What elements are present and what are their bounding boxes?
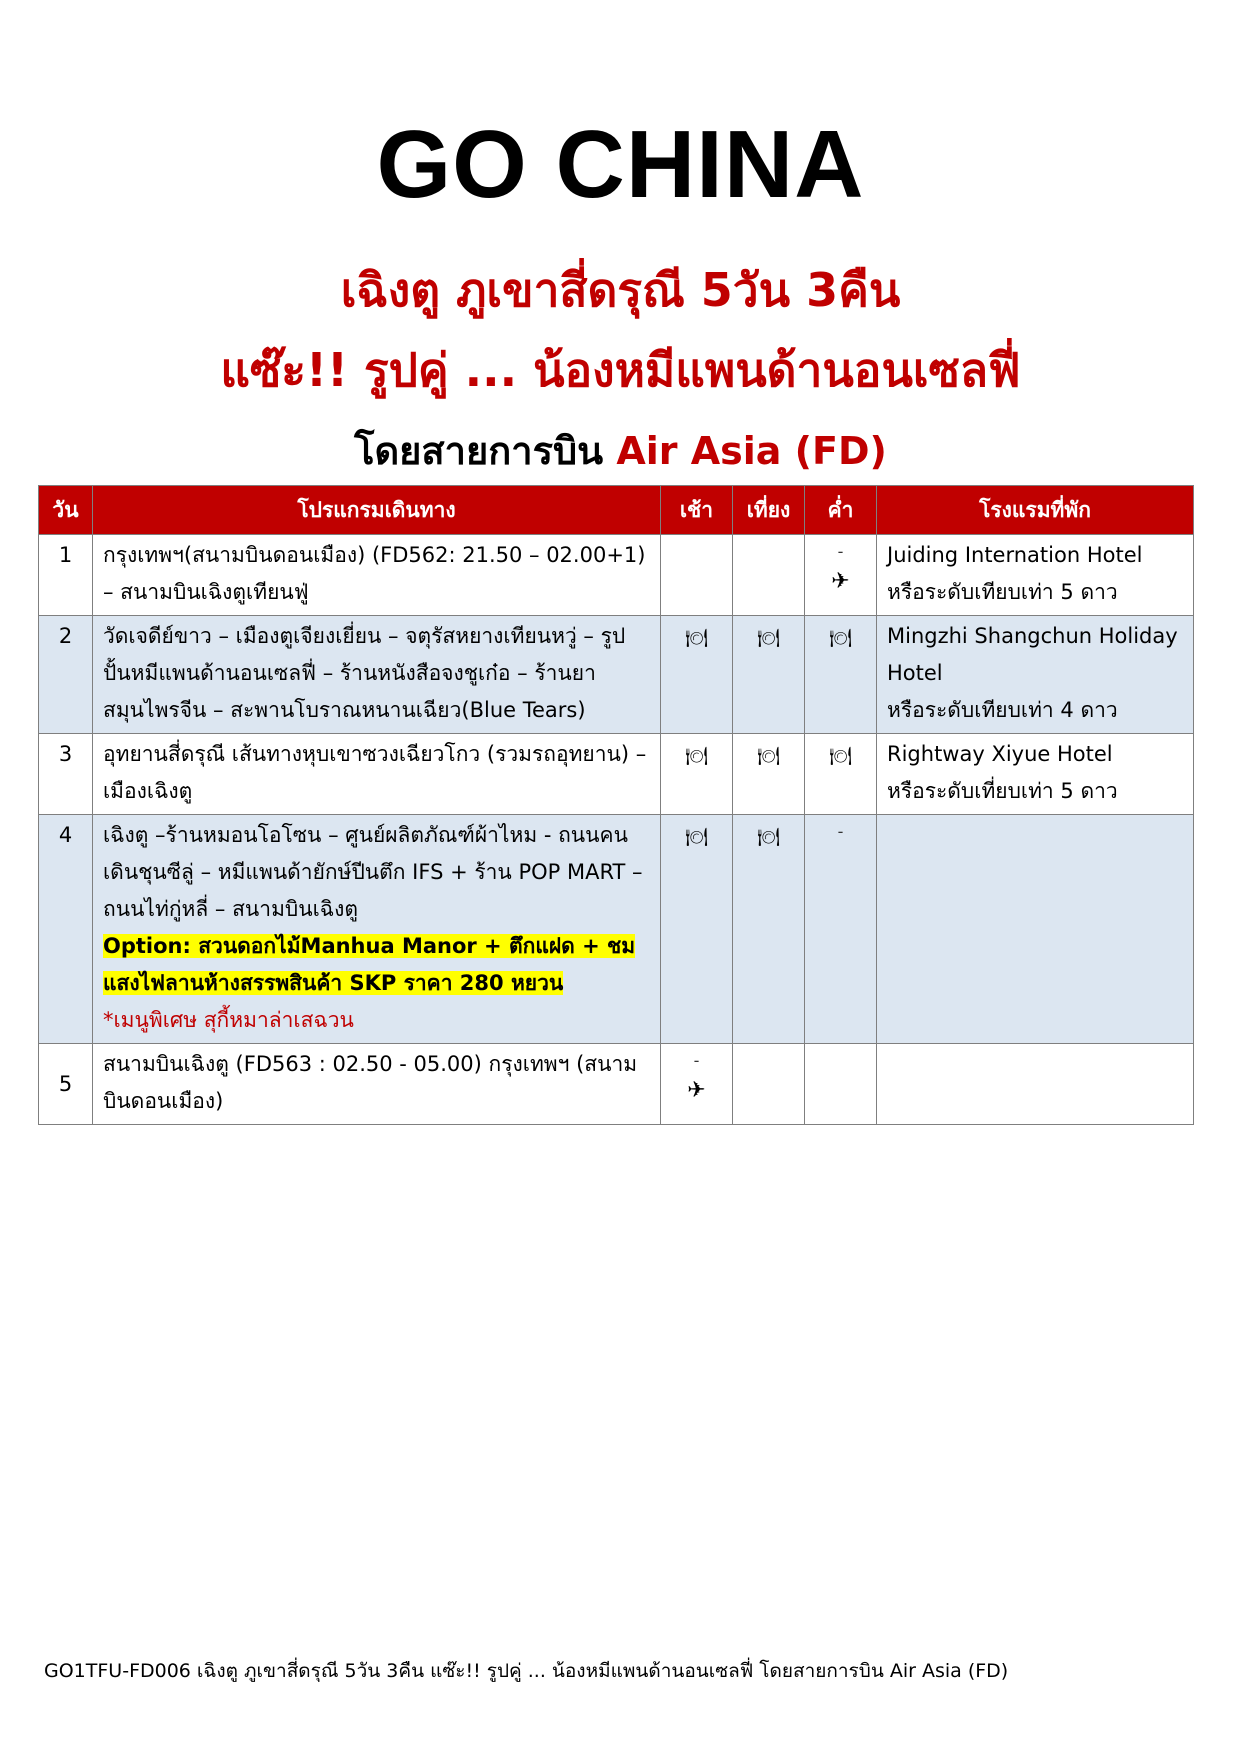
breakfast-dash: -	[693, 1051, 700, 1070]
hotel-cell	[877, 734, 1194, 815]
day-number: 5	[39, 1044, 93, 1125]
header-breakfast: เช้า	[661, 486, 733, 535]
header-dinner: ค่ำ	[805, 486, 877, 535]
option-text	[103, 928, 650, 1002]
option-line-1: Option: สวนดอกไม้Manhua Manor + ตึกแฝด + ชม	[103, 934, 636, 958]
dinner-dash: -	[837, 542, 844, 561]
meal-icon: 🍽	[733, 815, 805, 1044]
page-footer: GO1TFU-FD006 เฉิงตู ภูเขาสี่ดรุณี 5วัน 3คืน แซ๊ะ!! รูปคู่ ... น้องหมีแพนด้านอนเซลฟี่ โดยสายการบิน Air Asia (FD)	[44, 1660, 1009, 1682]
airline-line	[0, 424, 1241, 478]
program-text: กรุงเทพฯ(สนามบินดอนเมือง) (FD562: 21.50 – 02.00+1) – สนามบินเฉิงตูเทียนฟู่	[93, 535, 661, 616]
airline-name: Air Asia (FD)	[616, 429, 887, 473]
special-menu-note: *เมนูพิเศษ สุกี้หมาล่าเสฉวน	[103, 1008, 354, 1032]
hotel-cell	[877, 616, 1194, 734]
program-text: เฉิงตู –ร้านหมอนโอโซน – ศูนย์ผลิตภัณฑ์ผ้าไหม - ถนนคนเดินชุนซีลู่ – หมีแพนด้ายักษ์ปีนตึก IFS + ร้าน POP MART – ถนนไท่กู่หลี่ – สนามบินเฉิงตู	[103, 823, 643, 921]
meal-icon: 🍽	[805, 734, 877, 815]
program-text: วัดเจดีย์ขาว – เมืองตูเจียงเยี่ยน – จตุรัสหยางเทียนหวู่ – รูปปั้นหมีแพนด้านอนเซลฟี่ – ร้านหนังสือจงชูเก๋อ – ร้านยาสมุนไพรจีน – สะพานโบราณหนานเฉียว(Blue Tears)	[93, 616, 661, 734]
hotel-grade: หรือระดับเทียบเท่า 4 ดาว	[887, 698, 1118, 722]
hotel-name: Mingzhi Shangchun Holiday Hotel	[887, 624, 1178, 685]
table-row	[39, 1044, 1194, 1125]
header-program: โปรแกรมเดินทาง	[93, 486, 661, 535]
airline-prefix: โดยสายการบิน	[354, 429, 604, 473]
lunch-cell	[733, 1044, 805, 1125]
day-number: 3	[39, 734, 93, 815]
breakfast-cell	[661, 535, 733, 616]
header-lunch: เที่ยง	[733, 486, 805, 535]
header-hotel: โรงแรมที่พัก	[877, 486, 1194, 535]
breakfast-cell	[661, 1044, 733, 1125]
meal-icon: 🍽	[733, 734, 805, 815]
hotel-cell	[877, 815, 1194, 1044]
day-number: 2	[39, 616, 93, 734]
header-day: วัน	[39, 486, 93, 535]
table-header-row	[39, 486, 1194, 535]
dinner-dash: -	[805, 815, 877, 1044]
meal-icon: 🍽	[661, 616, 733, 734]
program-text: สนามบินเฉิงตู (FD563 : 02.50 - 05.00) กรุงเทพฯ (สนามบินดอนเมือง)	[93, 1044, 661, 1125]
brand-title: GO CHINA	[376, 111, 865, 218]
table-row	[39, 616, 1194, 734]
day-number: 1	[39, 535, 93, 616]
hotel-name: Juiding Internation Hotel	[887, 543, 1143, 567]
lunch-cell	[733, 535, 805, 616]
dinner-cell	[805, 535, 877, 616]
plane-icon: ✈	[831, 569, 850, 594]
program-cell	[93, 815, 661, 1044]
meal-icon: 🍽	[805, 616, 877, 734]
option-line-2: แสงไฟลานห้างสรรพสินค้า SKP ราคา 280 หยวน	[103, 971, 564, 995]
dinner-cell	[805, 1044, 877, 1125]
hotel-grade: หรือระดับเที่ยบเท่า 5 ดาว	[887, 779, 1118, 803]
meal-icon: 🍽	[661, 734, 733, 815]
table-row	[39, 815, 1194, 1044]
hotel-grade: หรือระดับเทียบเท่า 5 ดาว	[887, 580, 1118, 604]
meal-icon: 🍽	[733, 616, 805, 734]
hotel-cell	[877, 1044, 1194, 1125]
meal-icon: 🍽	[661, 815, 733, 1044]
program-text: อุทยานสี่ดรุณี เส้นทางหุบเขาซวงเฉียวโกว (รวมรถอุทยาน) – เมืองเฉิงตู	[93, 734, 661, 815]
plane-icon: ✈	[687, 1078, 706, 1103]
tour-subtitle-1: เฉิงตู ภูเขาสี่ดรุณี 5วัน 3คืน	[340, 263, 901, 317]
table-row	[39, 535, 1194, 616]
hotel-name: Rightway Xiyue Hotel	[887, 742, 1113, 766]
hotel-cell	[877, 535, 1194, 616]
itinerary-table	[38, 485, 1194, 1125]
day-number: 4	[39, 815, 93, 1044]
table-row	[39, 734, 1194, 815]
tour-subtitle-2: แซ๊ะ!! รูปคู่ ... น้องหมีแพนด้านอนเซลฟี่	[220, 343, 1021, 397]
